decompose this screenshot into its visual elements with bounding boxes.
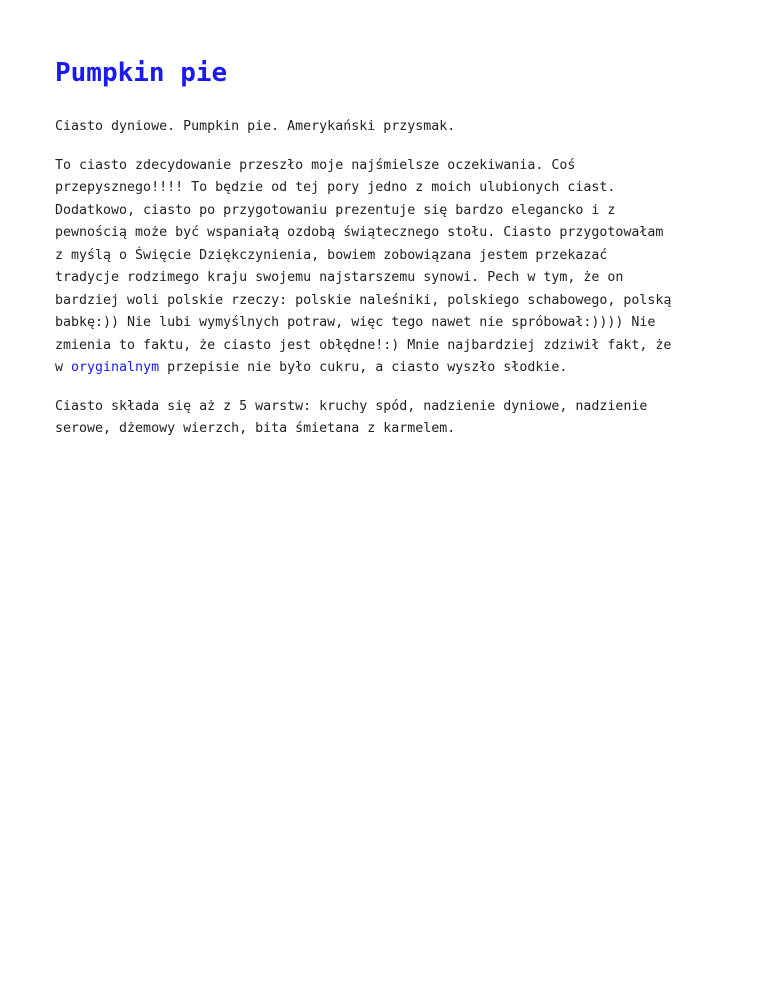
body-line-4: pewnością może być wspaniałą ozdobą świątecznego stołu. Ciasto przygotowałam (55, 225, 664, 240)
body-line-5: z myślą o Święcie Dziękczynienia, bowiem zobowiązana jestem przekazać (55, 247, 608, 263)
body-line-10-end: przepisie nie było cukru, a ciasto wyszło słodkie. (159, 360, 568, 375)
body-line-7: bardziej woli polskie rzeczy: polskie naleśniki, polskiego schabowego, polską (55, 292, 672, 308)
lead-paragraph (55, 116, 735, 139)
body-line-10-start: w (55, 360, 72, 375)
body-line-9: zmienia to faktu, że ciasto jest obłędne!:) Mnie najbardziej zdziwił fakt, że (55, 337, 672, 353)
body-paragraph (55, 155, 735, 380)
body-line-2: przepysznego!!!! To będzie od tej pory jedno z moich ulubionych ciast. (55, 180, 616, 195)
body-line-1: To ciasto zdecydowanie przeszło moje najśmielsze oczekiwania. Coś (55, 157, 576, 173)
body-line-10 (55, 357, 735, 380)
body-line-3: Dodatkowo, ciasto po przygotowaniu prezentuje się bardzo elegancko i z (55, 202, 616, 218)
document-page (55, 56, 735, 457)
original-recipe-link[interactable]: oryginalnym (71, 360, 160, 375)
body-line-6: tradycje rodzimego kraju swojemu najstarszemu synowi. Pech w tym, że on (55, 270, 624, 285)
page-title: Pumpkin pie (55, 58, 228, 88)
lead-line: Ciasto dyniowe. Pumpkin pie. Amerykański przysmak. (55, 119, 456, 134)
layers-line-1: Ciasto składa się aż z 5 warstw: kruchy spód, nadzienie dyniowe, nadzienie (55, 398, 648, 414)
layers-paragraph (55, 396, 735, 441)
layers-line-2: serowe, dżemowy wierzch, bita śmietana z karmelem. (55, 421, 456, 436)
body-line-8: babkę:)) Nie lubi wymyślnych potraw, więc tego nawet nie spróbował:)))) Nie (55, 315, 656, 330)
